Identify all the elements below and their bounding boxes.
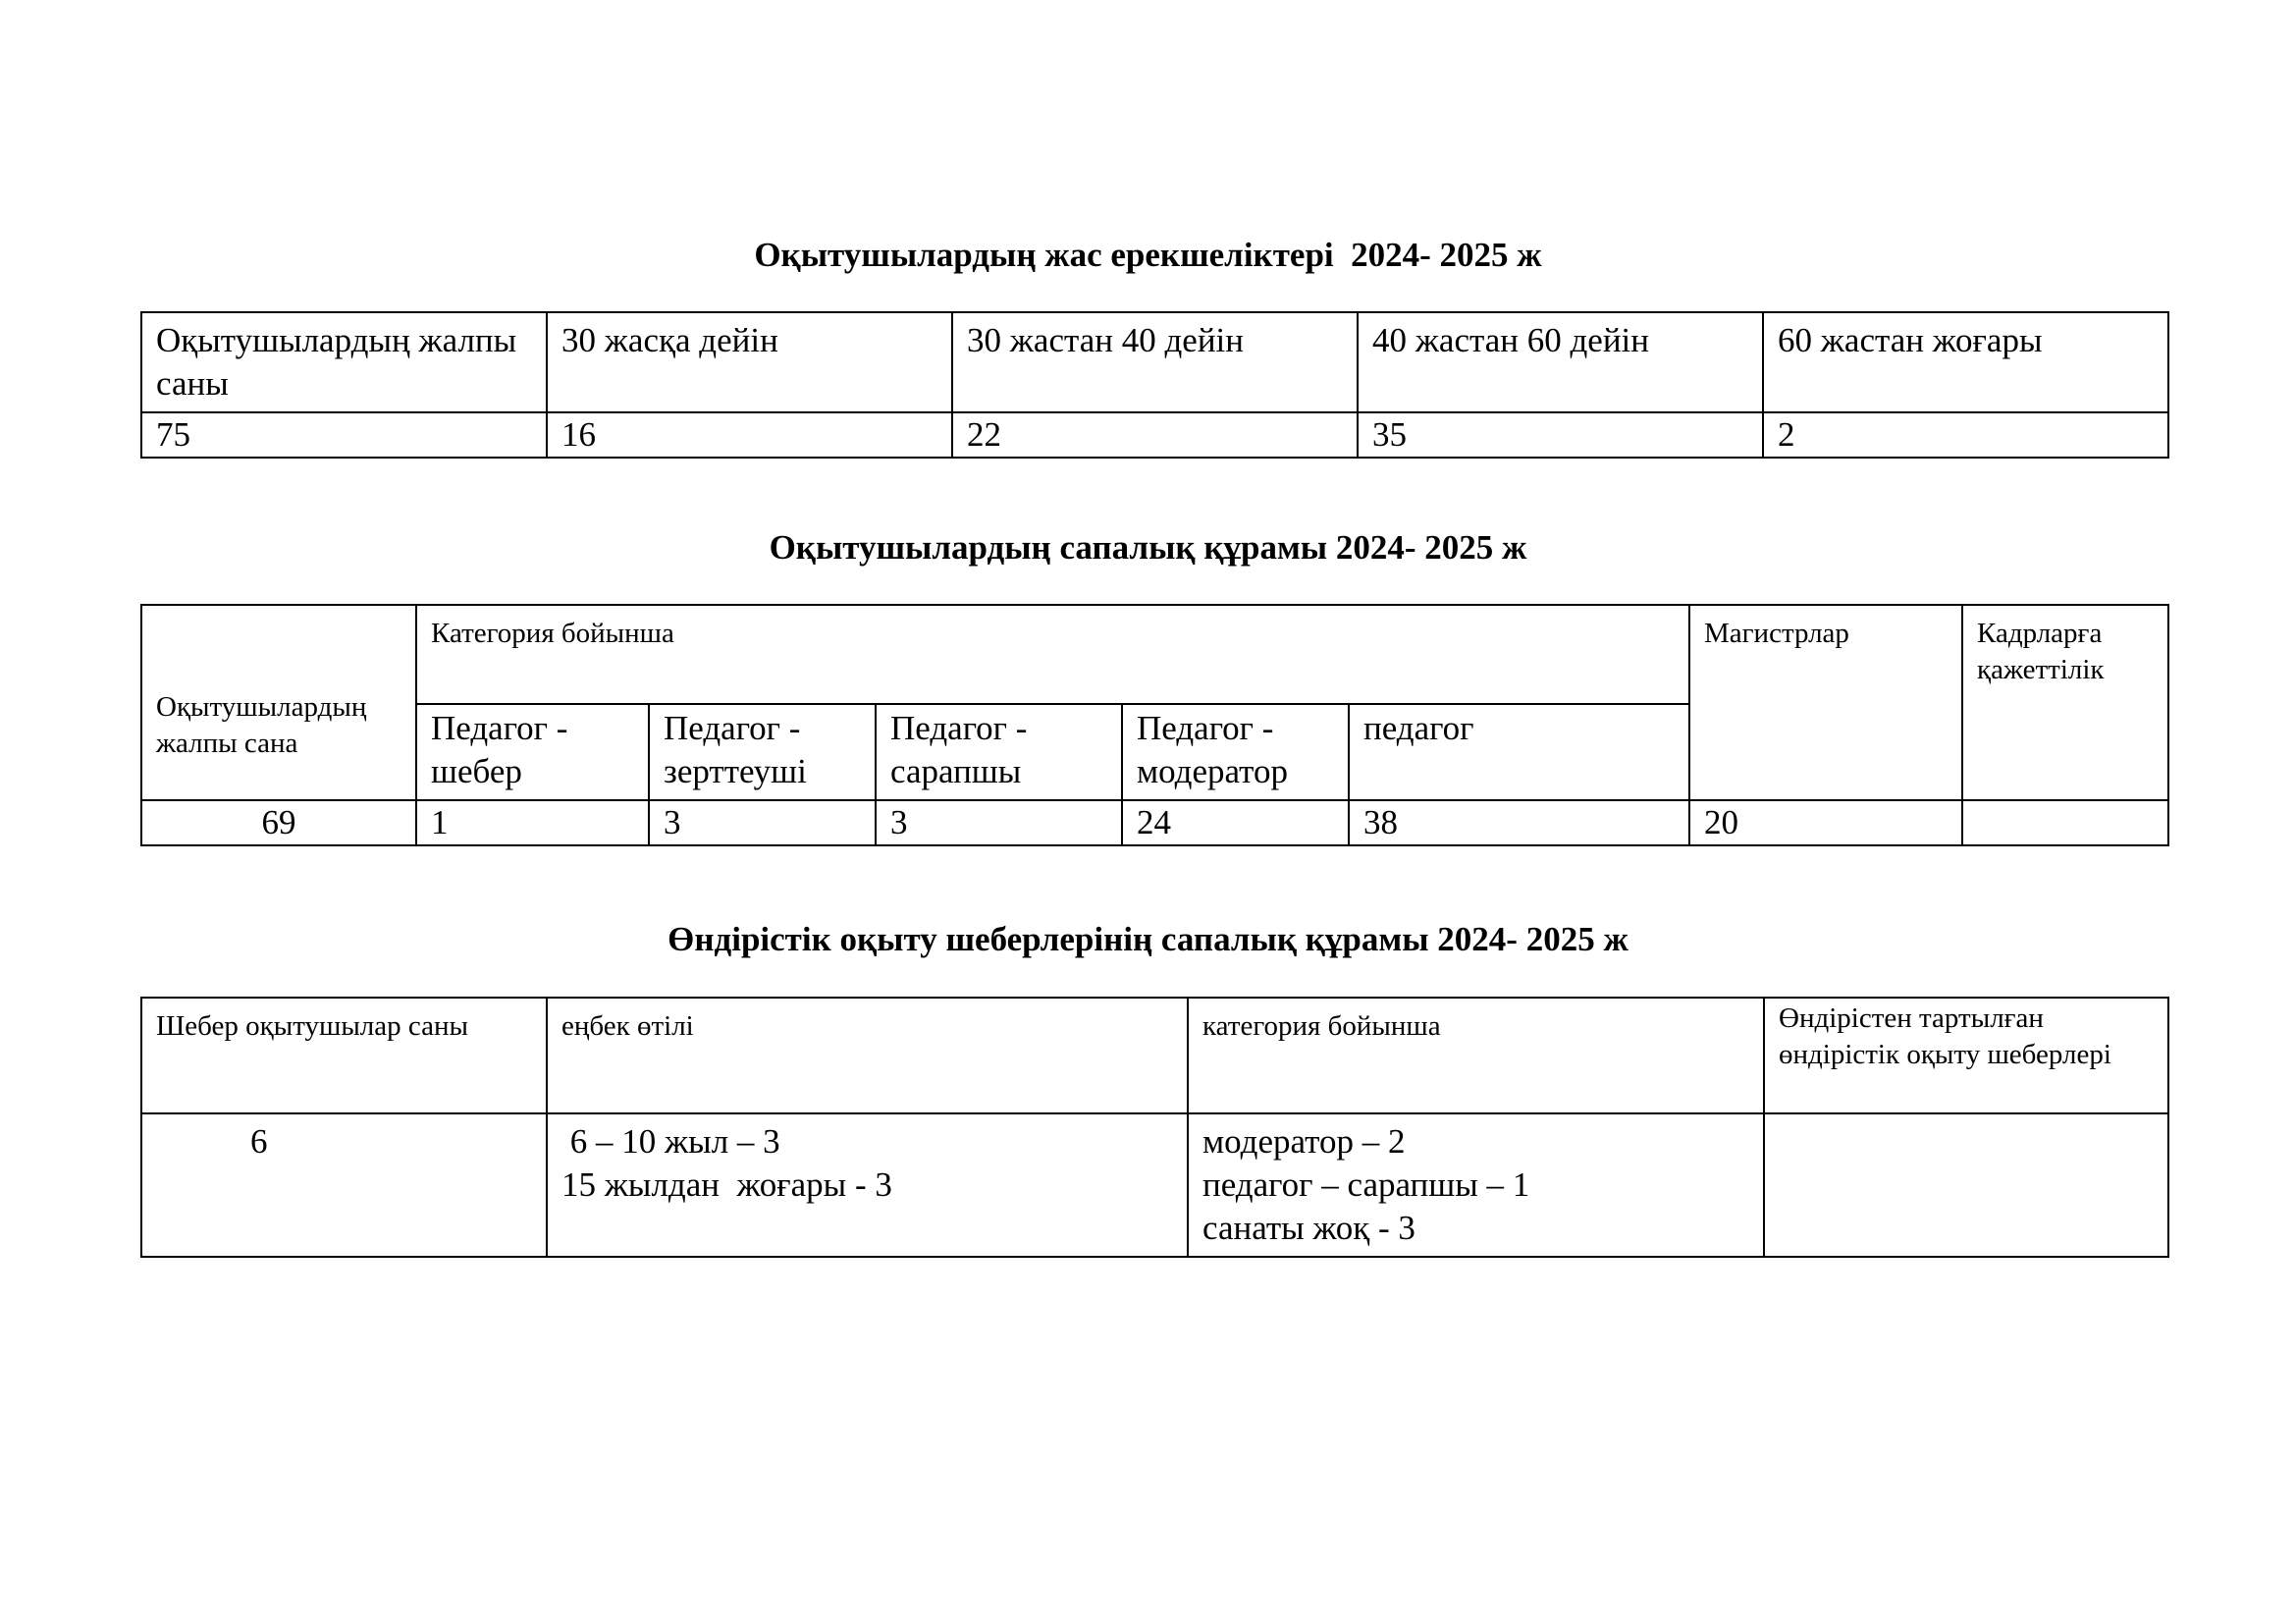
quality-category-moderator: Педагог - модератор: [1122, 704, 1349, 800]
category-line: модератор – 2: [1202, 1122, 1406, 1161]
quality-value-moderator: 24: [1122, 800, 1349, 845]
experience-line: 6 – 10 жыл – 3: [561, 1122, 780, 1161]
quality-value-expert: 3: [876, 800, 1122, 845]
quality-value-researcher: 3: [649, 800, 876, 845]
masters-value-count: 6: [141, 1113, 547, 1257]
age-value-over-60: 2: [1763, 412, 2168, 458]
quality-value-need: [1962, 800, 2168, 845]
quality-section-title: Оқытушылардың сапалық құрамы 2024- 2025 ж: [769, 528, 1527, 567]
masters-section-title: Өндірістік оқыту шеберлерінің сапалық құрамы 2024- 2025 ж: [667, 920, 1629, 958]
masters-header-experience: еңбек өтілі: [547, 998, 1188, 1113]
quality-header-total: Оқытушылардың жалпы сана: [141, 605, 416, 800]
age-values-row: [141, 412, 2168, 458]
age-section-title: Оқытушылардың жас ерекшеліктері 2024- 2025 ж: [754, 236, 1542, 274]
quality-table: [140, 604, 2169, 846]
masters-value-experience: [547, 1113, 1188, 1257]
masters-header-attracted: Өндірістен тартылған өндірістік оқыту шеберлері: [1764, 998, 2168, 1113]
age-value-total: 75: [141, 412, 547, 458]
experience-line: 15 жылдан жоғары - 3: [561, 1165, 892, 1204]
quality-header-row-1: [141, 605, 2168, 704]
age-value-30-40: 22: [952, 412, 1358, 458]
age-header-over-60: 60 жастан жоғары: [1763, 312, 2168, 412]
age-header-total: Оқытушылардың жалпы саны: [141, 312, 547, 412]
masters-value-attracted: [1764, 1113, 2168, 1257]
quality-category-researcher: Педагог - зерттеуші: [649, 704, 876, 800]
masters-values-row: [141, 1113, 2168, 1257]
quality-header-category: Категория бойынша: [416, 605, 1689, 704]
masters-table: [140, 997, 2169, 1258]
quality-category-master: Педагог - шебер: [416, 704, 649, 800]
age-header-under-30: 30 жасқа дейін: [547, 312, 952, 412]
masters-header-count: Шебер оқытушылар саны: [141, 998, 547, 1113]
quality-header-masters: Магистрлар: [1689, 605, 1962, 800]
masters-header-category: категория бойынша: [1188, 998, 1764, 1113]
age-header-30-40: 30 жастан 40 дейін: [952, 312, 1358, 412]
category-line: санаты жоқ - 3: [1202, 1209, 1415, 1247]
quality-value-master: 1: [416, 800, 649, 845]
masters-header-row: [141, 998, 2168, 1113]
age-value-40-60: 35: [1358, 412, 1763, 458]
age-table: [140, 311, 2169, 459]
age-header-row: [141, 312, 2168, 412]
quality-category-expert: Педагог - сарапшы: [876, 704, 1122, 800]
age-value-under-30: 16: [547, 412, 952, 458]
quality-value-total: 69: [141, 800, 416, 845]
masters-value-category: [1188, 1113, 1764, 1257]
age-header-40-60: 40 жастан 60 дейін: [1358, 312, 1763, 412]
quality-value-pedagogue: 38: [1349, 800, 1689, 845]
quality-values-row: [141, 800, 2168, 845]
quality-value-masters: 20: [1689, 800, 1962, 845]
quality-category-pedagogue: педагог: [1349, 704, 1689, 800]
category-line: педагог – сарапшы – 1: [1202, 1165, 1530, 1204]
quality-header-need: Кадрларға қажеттілік: [1962, 605, 2168, 800]
